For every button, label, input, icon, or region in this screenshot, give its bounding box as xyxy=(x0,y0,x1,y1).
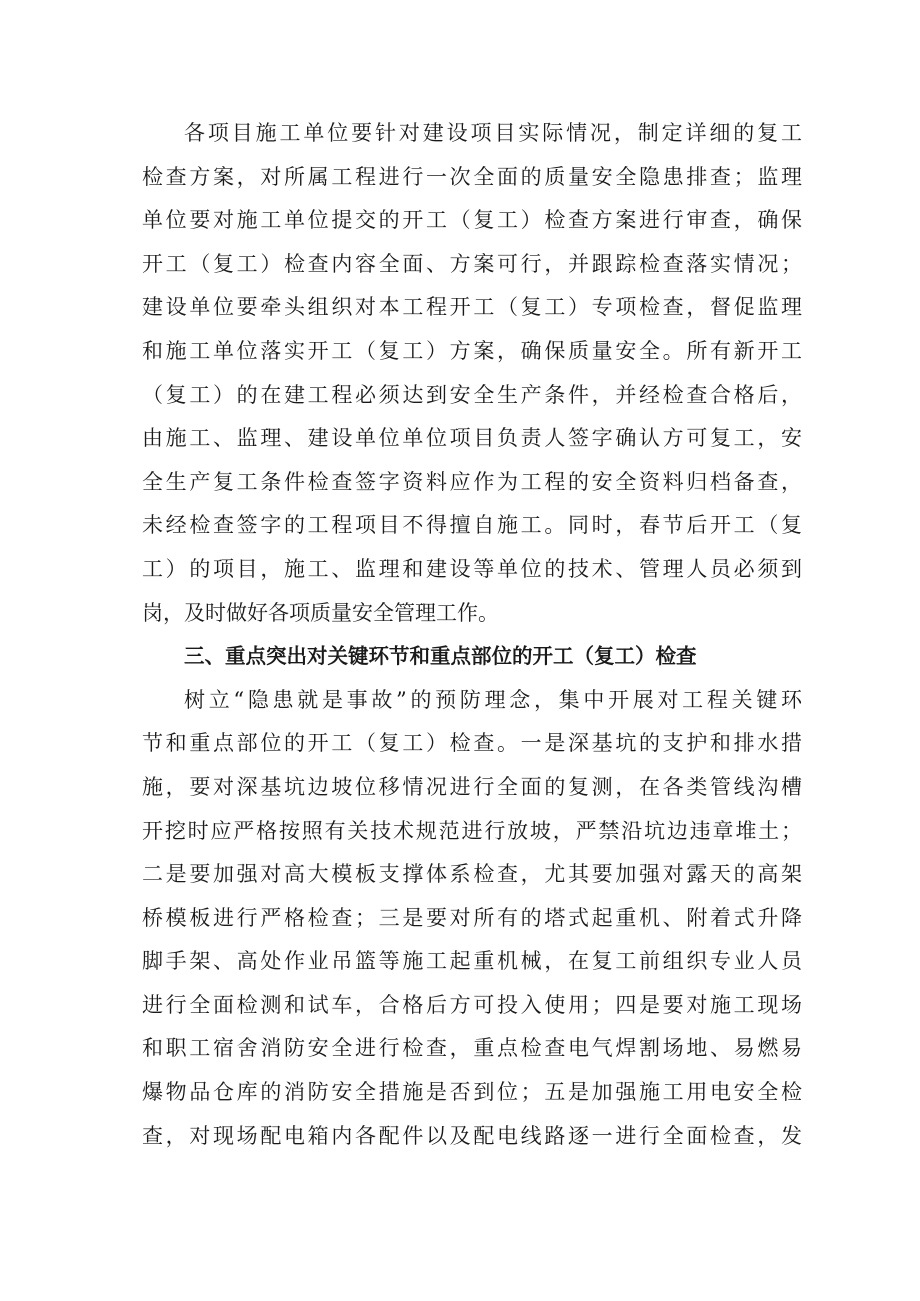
paragraph-line: 岗，及时做好各项质量安全管理工作。 xyxy=(142,600,499,625)
paragraph-line: 开工（复工）检查内容全面、方案可行，并跟踪检查落实情况； xyxy=(142,251,802,276)
paragraph-line: 和施工单位落实开工（复工）方案，确保质量安全。所有新开工 xyxy=(142,338,802,363)
paragraph-line: （复工）的在建工程必须达到安全生产条件，并经检查合格后， xyxy=(142,382,802,407)
paragraph-line: 进行全面检测和试车，合格后方可投入使用；四是要对施工现场 xyxy=(142,992,802,1017)
paragraph-line: 开挖时应严格按照有关技术规范进行放坡，严禁沿坑边违章堆土； xyxy=(142,818,802,843)
paragraph-line: 各项目施工单位要针对建设项目实际情况，制定详细的复工 xyxy=(184,121,802,145)
paragraph-line: 脚手架、高处作业吊篮等施工起重机械，在复工前组织专业人员 xyxy=(142,949,802,974)
paragraph-line: 和职工宿舍消防安全进行检查，重点检查电气焊割场地、易燃易 xyxy=(142,1036,802,1061)
paragraph-line: 未经检查签字的工程项目不得擅自施工。同时，春节后开工（复 xyxy=(142,513,802,538)
paragraph-line: 全生产复工条件检查签字资料应作为工程的安全资料归档备查， xyxy=(142,469,802,494)
paragraph-line: 二是要加强对高大模板支撑体系检查，尤其要加强对露天的高架 xyxy=(142,862,802,887)
paragraph-line: 工）的项目，施工、监理和建设等单位的技术、管理人员必须到 xyxy=(142,556,802,581)
paragraph-line: 树立“隐患就是事故”的预防理念，集中开展对工程关键环 xyxy=(184,687,802,712)
paragraph-line: 建设单位要牵头组织对本工程开工（复工）专项检查，督促监理 xyxy=(142,295,802,320)
paragraph-line: 检查方案，对所属工程进行一次全面的质量安全隐患排查；监理 xyxy=(142,164,802,189)
paragraph-line: 桥模板进行严格检查；三是要对所有的塔式起重机、附着式升降 xyxy=(142,905,802,930)
paragraph-line: 节和重点部位的开工（复工）检查。一是深基坑的支护和排水措 xyxy=(142,731,802,756)
section-heading: 三、重点突出对关键环节和重点部位的开工（复工）检查 xyxy=(184,644,697,669)
document-body xyxy=(142,112,802,1158)
paragraph-line: 爆物品仓库的消防安全措施是否到位；五是加强施工用电安全检 xyxy=(142,1080,802,1105)
paragraph-line: 施，要对深基坑边坡位移情况进行全面的复测，在各类管线沟槽 xyxy=(142,774,802,799)
paragraph-line: 由施工、监理、建设单位单位项目负责人签字确认方可复工，安 xyxy=(142,426,802,451)
paragraph-line: 单位要对施工单位提交的开工（复工）检查方案进行审查，确保 xyxy=(142,208,802,233)
paragraph-line: 查，对现场配电箱内各配件以及配电线路逐一进行全面检查，发 xyxy=(142,1123,802,1148)
